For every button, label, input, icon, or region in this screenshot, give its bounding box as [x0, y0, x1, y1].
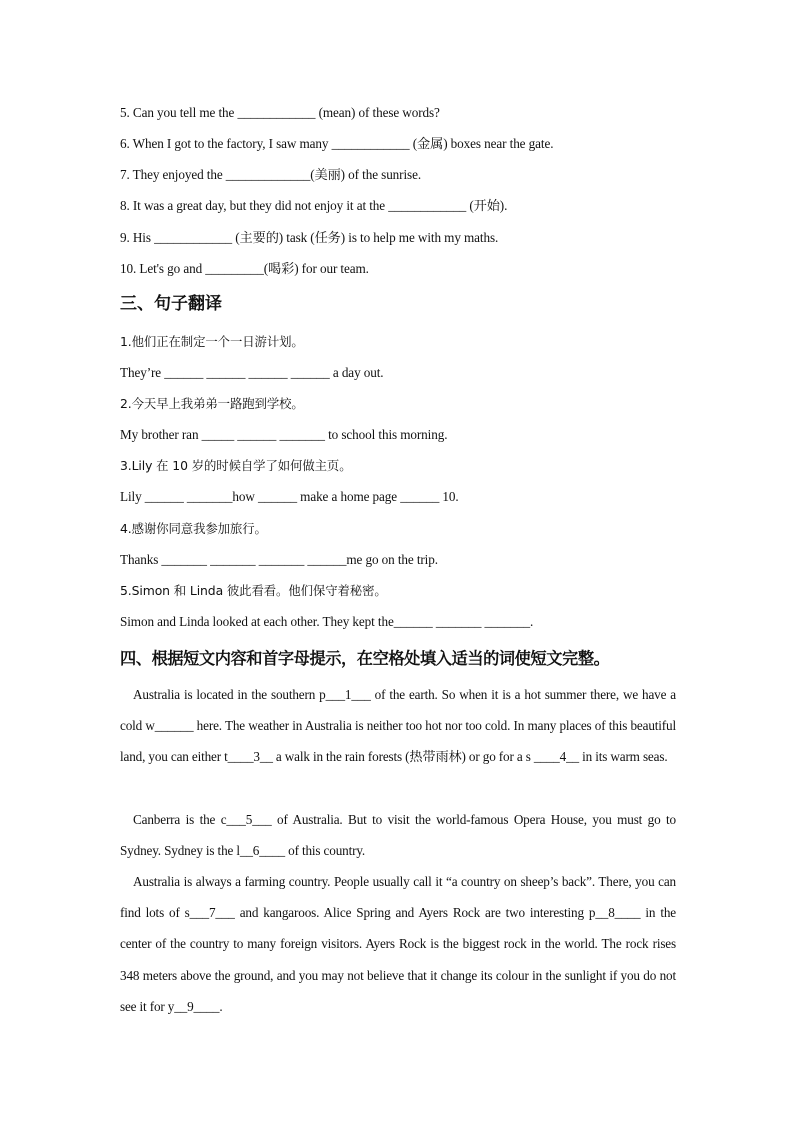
translation-2-english: My brother ran _____ ______ _______ to school this morning. — [120, 427, 448, 442]
section-4-title: 四、根据短文内容和首字母提示，在空格处填入适当的词使短文完整。 — [120, 649, 610, 668]
translation-5-english: Simon and Linda looked at each other. They kept the______ _______ _______. — [120, 614, 534, 629]
translation-1-chinese: 1.他们正在制定一个一日游计划。 — [120, 334, 304, 349]
translation-4-chinese: 4.感谢你同意我参加旅行。 — [120, 521, 267, 536]
translation-3-chinese: 3.Lily 在 10 岁的时候自学了如何做主页。 — [120, 458, 352, 473]
passage-paragraph-3 — [120, 866, 676, 1022]
paragraph-text: Australia is always a farming country. People usually call it “a country on sheep’s back”. There, you can find lots of s___7___ and kangaroos. Alice Spring and Ayers Rock are two interesting p__8____ in the center of the country to many foreign visitors. Ayers Rock is the biggest rock in the world. The rock rises 348 meters above the ground, and you may not believe that it change its colour in the sunlight if you do not see it for y__9____. — [120, 874, 676, 1014]
fill-in-item-6: 6. When I got to the factory, I saw many ____________ (金属) boxes near the gate. — [120, 136, 554, 151]
translation-3-english: Lily ______ _______how ______ make a home page ______ 10. — [120, 489, 459, 504]
fill-in-item-7: 7. They enjoyed the _____________(美丽) of the sunrise. — [120, 167, 422, 182]
translation-1-english: They’re ______ ______ ______ ______ a day out. — [120, 365, 384, 380]
paragraph-text: Australia is located in the southern p___1___ of the earth. So when it is a hot summer there, we have a cold w______ here. The weather in Australia is neither too hot nor too cold. In many places of this beautiful land, you can either t____3__ a walk in the rain forests (热带雨林) or go for a s ____4__ in its warm seas. — [120, 687, 676, 765]
fill-in-item-9: 9. His ____________ (主要的) task (任务) is to help me with my maths. — [120, 230, 499, 245]
passage-paragraph-2 — [120, 804, 676, 866]
fill-in-item-8: 8. It was a great day, but they did not enjoy it at the ____________ (开始). — [120, 198, 508, 213]
section-3-title: 三、句子翻译 — [120, 294, 222, 314]
passage-paragraph-1 — [120, 679, 676, 773]
fill-in-item-5: 5. Can you tell me the ____________ (mean) of these words? — [120, 105, 440, 120]
paragraph-text: Canberra is the c___5___ of Australia. But to visit the world-famous Opera House, you must go to Sydney. Sydney is the l__6____ of this country. — [120, 812, 676, 859]
translation-4-english: Thanks _______ _______ _______ ______me go on the trip. — [120, 552, 438, 567]
translation-2-chinese: 2.今天早上我弟弟一路跑到学校。 — [120, 396, 304, 411]
translation-5-chinese: 5.Simon 和 Linda 彼此看看。他们保守着秘密。 — [120, 583, 387, 598]
fill-in-item-10: 10. Let's go and _________(喝彩) for our team. — [120, 261, 369, 276]
